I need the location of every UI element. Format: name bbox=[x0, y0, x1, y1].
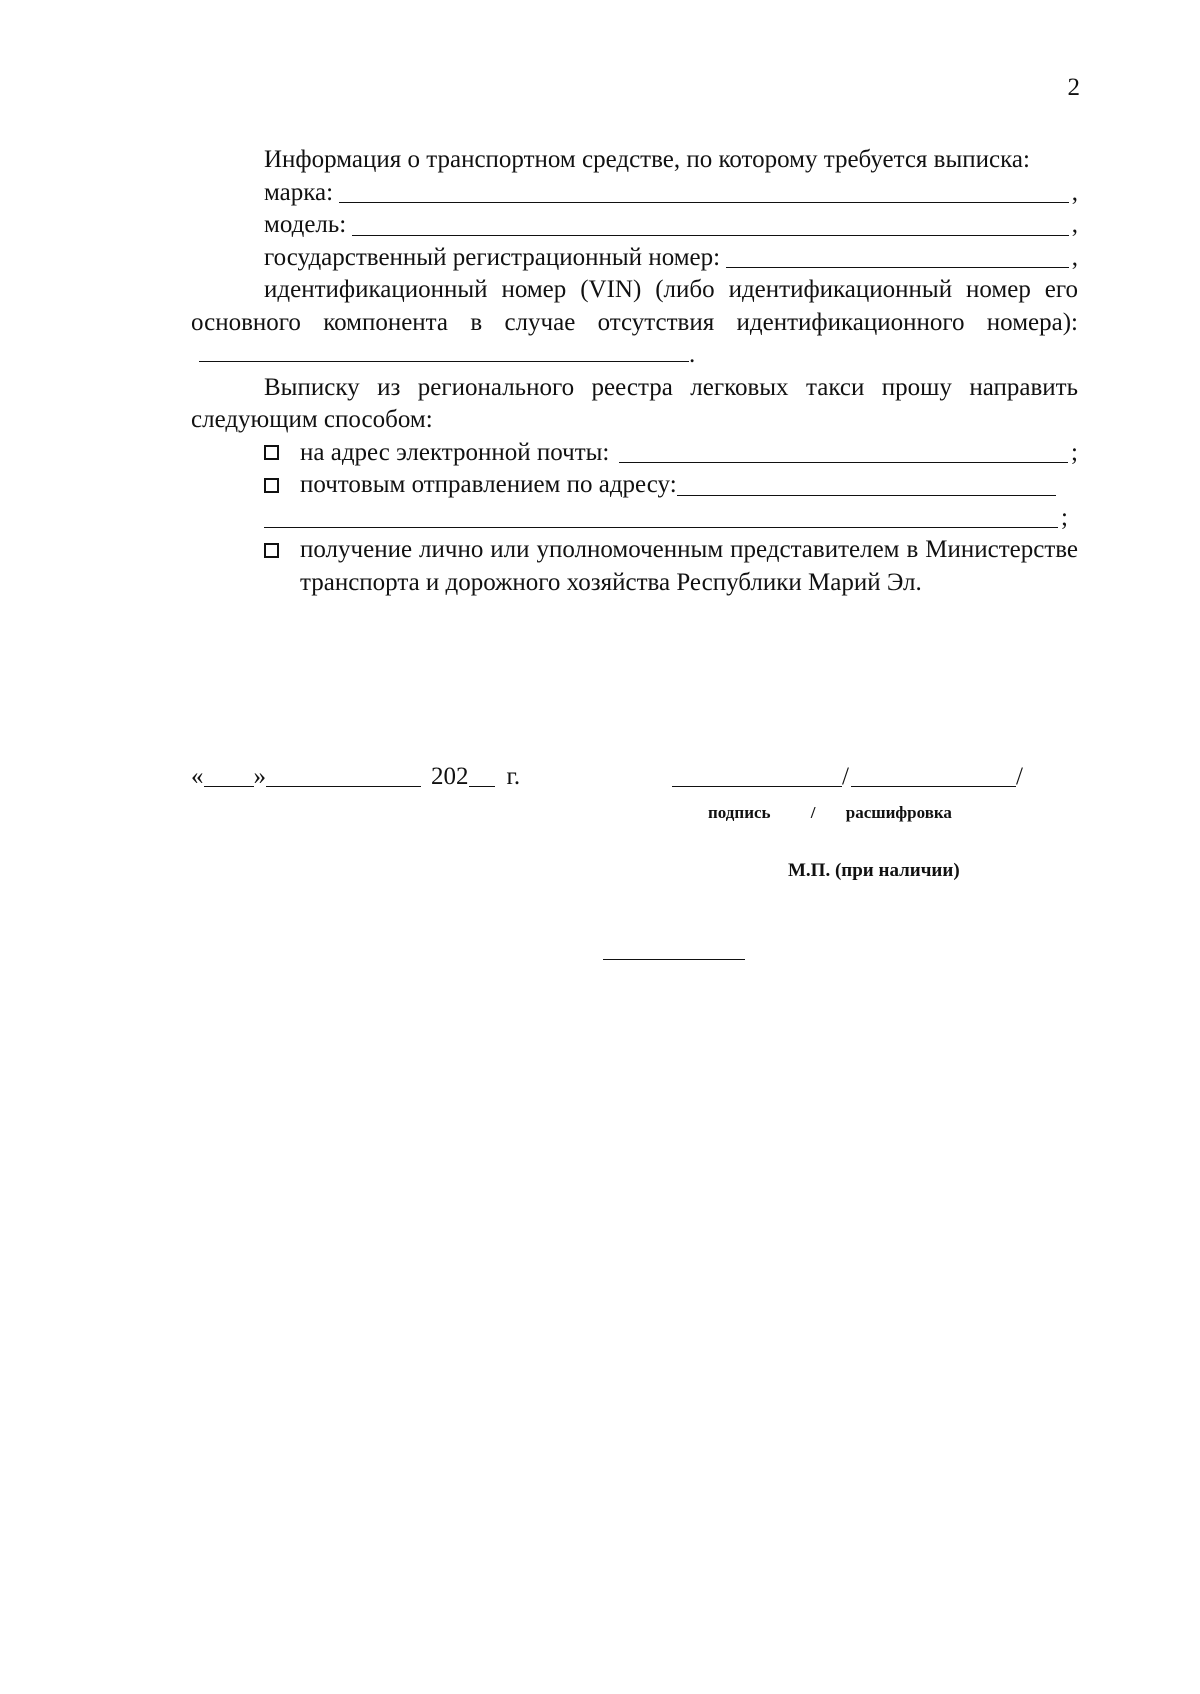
year-field[interactable] bbox=[469, 764, 495, 787]
email-label: на адрес электронной почты: bbox=[300, 438, 610, 466]
intro-paragraph: Информация о транспортном средстве, по которому требуется выписка: bbox=[264, 146, 1030, 173]
date-line bbox=[191, 763, 520, 791]
signature-slash-2: / bbox=[1015, 763, 1023, 790]
option-email bbox=[264, 437, 1078, 470]
vin-field[interactable] bbox=[199, 341, 689, 362]
caption-decoding: расшифровка bbox=[845, 803, 952, 822]
caption-signature: подпись bbox=[708, 803, 771, 822]
year-prefix: 202 bbox=[431, 763, 469, 790]
post-checkbox[interactable] bbox=[264, 478, 279, 493]
model-field[interactable] bbox=[352, 211, 1069, 236]
vin-label: идентификационный номер (VIN) (либо идентификационный номер его основного компонента в случае отсутствия идентификационного номера): bbox=[191, 276, 1078, 336]
reg-number-comma: , bbox=[1071, 243, 1078, 271]
model-row bbox=[264, 209, 1078, 242]
decoding-field[interactable] bbox=[851, 764, 1016, 787]
reg-number-label: государственный регистрационный номер: bbox=[264, 243, 721, 271]
brand-field[interactable] bbox=[339, 178, 1069, 203]
caption-slash: / bbox=[810, 803, 816, 822]
post-address-field-1[interactable] bbox=[677, 471, 1056, 496]
vin-paragraph bbox=[191, 274, 1078, 372]
email-checkbox[interactable] bbox=[264, 445, 279, 460]
reg-number-row bbox=[264, 242, 1078, 275]
brand-comma: , bbox=[1071, 178, 1078, 206]
post-semicolon: ; bbox=[1061, 503, 1068, 531]
signature-field[interactable] bbox=[672, 764, 842, 787]
delivery-intro: Выписку из регионального реестра легковых такси прошу направить следующим способом: bbox=[191, 373, 1078, 433]
model-comma: , bbox=[1071, 211, 1078, 238]
option-personal bbox=[264, 534, 1078, 599]
email-field[interactable] bbox=[619, 438, 1068, 463]
stamp-note: М.П. (при наличии) bbox=[788, 860, 960, 881]
day-field[interactable] bbox=[204, 764, 254, 787]
brand-row bbox=[264, 177, 1078, 210]
signature-slash-1: / bbox=[842, 763, 849, 790]
year-suffix: г. bbox=[506, 763, 521, 790]
personal-label: получение лично или уполномоченным представителем в Министерстве транспорта и дорожного хозяйства Республики Марий Эл. bbox=[300, 536, 1078, 596]
page-number: 2 bbox=[1067, 74, 1080, 101]
option-post bbox=[264, 469, 1078, 502]
vin-period: . bbox=[689, 341, 696, 368]
reg-number-field[interactable] bbox=[726, 243, 1069, 268]
form-body bbox=[191, 144, 1078, 599]
email-semicolon: ; bbox=[1071, 438, 1078, 466]
model-label: модель: bbox=[264, 211, 347, 238]
personal-checkbox[interactable] bbox=[264, 543, 279, 558]
month-field[interactable] bbox=[266, 764, 421, 787]
post-address-line-2 bbox=[264, 502, 1078, 535]
quote-close: » bbox=[253, 763, 266, 790]
brand-label: марка: bbox=[264, 178, 334, 206]
signature-line bbox=[672, 763, 1023, 791]
end-rule bbox=[603, 959, 745, 960]
signature-caption bbox=[708, 803, 952, 823]
quote-open: « bbox=[191, 763, 204, 790]
post-address-field-2[interactable] bbox=[264, 503, 1058, 528]
post-label: почтовым отправлением по адресу: bbox=[300, 471, 677, 498]
